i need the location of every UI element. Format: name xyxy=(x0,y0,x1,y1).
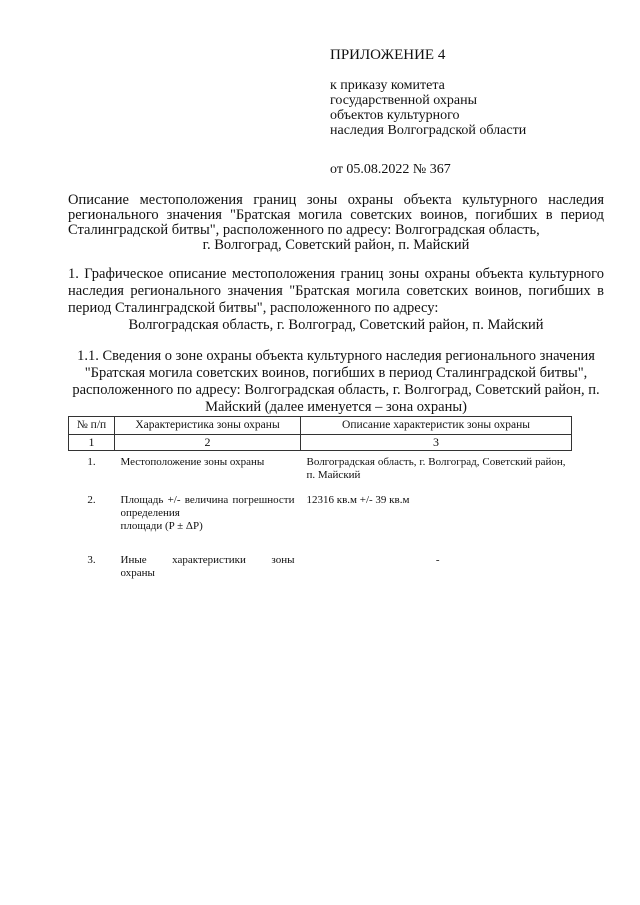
table-row xyxy=(69,549,572,589)
col-number: 1 xyxy=(69,435,115,451)
col-number: 3 xyxy=(301,435,572,451)
row-characteristic xyxy=(115,489,301,549)
subsection-1-1: 1.1. Сведения о зоне охраны объекта культурного наследия регионального значения "Братская могила советских воинов, погибших в период Сталинградской битвы", расположенного по адресу: Волгоградская область, г. Волгоград, Советский район, п. Майский (далее именуется – зона охраны) xyxy=(72,348,600,415)
table-row xyxy=(69,489,572,549)
row-number: 1. xyxy=(87,456,96,468)
row-description: 12316 кв.м +/- 39 кв.м xyxy=(306,493,410,506)
order-date: от 05.08.2022 № 367 xyxy=(330,162,451,177)
section-1-last-line: Волгоградская область, г. Волгоград, Советский район, п. Майский xyxy=(128,317,544,333)
title-last-line: г. Волгоград, Советский район, п. Майский xyxy=(202,237,470,253)
row-number: 2. xyxy=(87,493,96,506)
appendix-line: объектов культурного xyxy=(330,108,460,123)
row-characteristic xyxy=(115,549,301,589)
col-number: 2 xyxy=(115,435,301,451)
col-header-characteristic: Характеристика зоны охраны xyxy=(115,417,301,435)
appendix-line: государственной охраны xyxy=(330,93,478,108)
table-row xyxy=(69,451,572,489)
appendix-header xyxy=(330,48,610,177)
col-header-description: Описание характеристик зоны охраны xyxy=(301,417,572,435)
column-number-row xyxy=(69,435,572,451)
row-description: - xyxy=(435,553,440,566)
zone-table xyxy=(68,416,572,589)
row-description: Волгоградская область, г. Волгоград, Советский район, п. Майский xyxy=(306,456,566,481)
appendix-line: наследия Волгоградской области xyxy=(330,123,527,138)
row-number: 3. xyxy=(87,553,96,566)
row-characteristic xyxy=(115,451,301,489)
row-characteristic-end: охраны xyxy=(120,566,155,579)
row-characteristic-end: площади (P ± ΔP) xyxy=(120,519,203,532)
row-characteristic-text: Площадь +/- величина погрешности определения xyxy=(120,493,295,519)
appendix-heading: ПРИЛОЖЕНИЕ 4 xyxy=(330,47,446,63)
appendix-line: к приказу комитета xyxy=(330,78,445,93)
row-characteristic-text: Иные характеристики зоны xyxy=(120,553,295,566)
col-header-number: № п/п xyxy=(69,417,115,435)
title-text: Описание местоположения границ зоны охраны объекта культурного наследия регионального значения "Братская могила советских воинов, погибших в период Сталинградской битвы", расположенного по адресу: Волгоградская область, xyxy=(68,192,604,238)
section-1-text: 1. Графическое описание местоположения границ зоны охраны объекта культурного наследия регионального значения "Братская могила советских воинов, погибших в период Сталинградской битвы", расположенного по адресу: xyxy=(68,266,604,316)
row-characteristic-text: Местоположение зоны охраны xyxy=(120,456,265,468)
document-title xyxy=(68,193,604,253)
section-1 xyxy=(68,266,604,334)
